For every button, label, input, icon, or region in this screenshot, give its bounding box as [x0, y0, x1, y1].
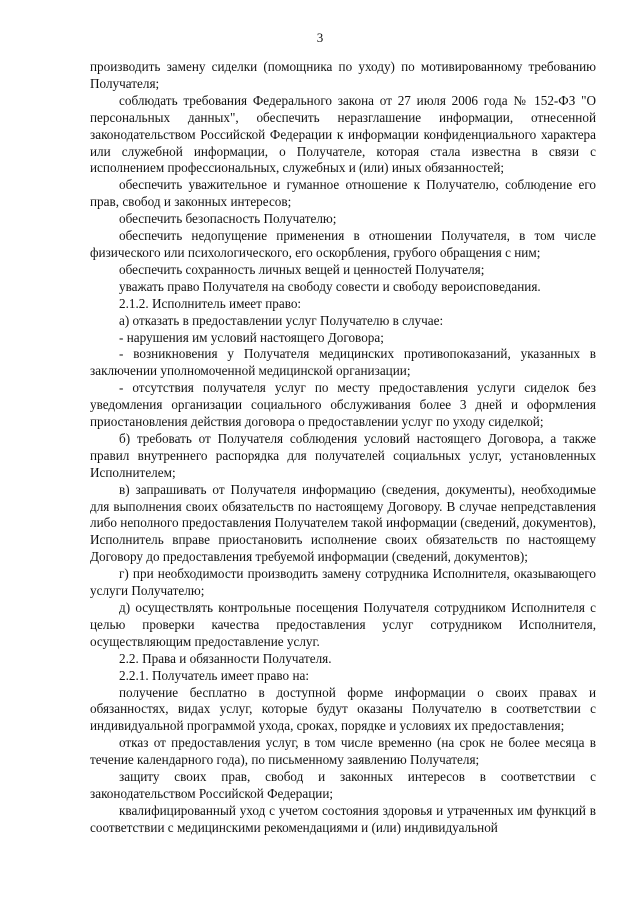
paragraph: уважать право Получателя на свободу совести и свободу вероисповедания.	[119, 278, 541, 294]
paragraph: б) требовать от Получателя соблюдения условий настоящего Договора, а также правил внутреннего распорядка для получателей социальных услуг, установленных Исполнителем;	[90, 430, 596, 480]
list-item: - отсутствия получателя услуг по месту предоставления услуги сиделок без уведомления организации социального обслуживания более 3 дней и оформления приостановления действия договора о предоставлении услуг по уходу сиделкой;	[90, 380, 596, 430]
paragraph: отказ от предоставления услуг, в том числе временно (на срок не более месяца в течение календарного года), по письменному заявлению Получателя;	[90, 735, 596, 768]
paragraph: получение бесплатно в доступной форме информации о своих правах и обязанностях, видах услуг, которые будут оказаны Получателю в соответствии с индивидуальной программой ухода, сроках, порядке и условиях их предоставления;	[90, 684, 596, 734]
paragraph: д) осуществлять контрольные посещения Получателя сотрудником Исполнителя с целью проверки качества предоставления услуг сотрудником Исполнителя, осуществляющим предоставление услуг.	[90, 600, 596, 649]
paragraph: квалифицированный уход с учетом состояния здоровья и утраченных им функций в соответствии с медицинскими рекомендациями и (или) индивидуальной	[90, 802, 596, 835]
section-heading: 2.2. Права и обязанности Получателя.	[119, 650, 332, 666]
paragraph: соблюдать требования Федерального закона от 27 июля 2006 года № 152-ФЗ "О персональных данных", обеспечить неразглашение информации, отнесенной законодательством Российской Федерации к информации конфиденциального характера или служебной информации, о Получателе, которая стала известна в связи с исполнением профессиональных, служебных и (или) иных обязанностей;	[90, 92, 596, 176]
section-heading: 2.2.1. Получатель имеет право на:	[119, 667, 310, 683]
paragraph: обеспечить недопущение применения в отношении Получателя, в том числе физического или психологического, его оскорбления, грубого обращения с ним;	[90, 228, 596, 260]
paragraph: защиту своих прав, свобод и законных интересов в соответствии с законодательством Российской Федерации;	[90, 769, 596, 801]
list-item: - нарушения им условий настоящего Договора;	[119, 329, 384, 345]
paragraph: г) при необходимости производить замену сотрудника Исполнителя, оказывающего услуги Получателю;	[90, 566, 596, 599]
list-item: - возникновения у Получателя медицинских противопоказаний, указанных в заключении уполномоченной медицинской организации;	[90, 346, 596, 379]
page-number: 3	[316, 30, 324, 45]
paragraph: обеспечить сохранность личных вещей и ценностей Получателя;	[119, 261, 485, 277]
section-heading: 2.1.2. Исполнитель имеет право:	[119, 295, 302, 311]
document-body	[90, 59, 596, 837]
paragraph: обеспечить уважительное и гуманное отношение к Получателю, соблюдение его прав, свобод и законных интересов;	[90, 177, 596, 210]
paragraph: обеспечить безопасность Получателю;	[119, 211, 337, 227]
paragraph: а) отказать в предоставлении услуг Получателю в случае:	[119, 312, 444, 328]
paragraph: производить замену сиделки (помощника по уходу) по мотивированному требованию Получателя;	[90, 59, 596, 91]
paragraph: в) запрашивать от Получателя информацию (сведения, документы), необходимые для выполнения своих обязательств по настоящему Договору. В случае непредставления либо неполного предоставления Получателем такой информации (сведений, документов), Исполнитель вправе приостановить исполнение своих обязательств по настоящему Договору до предоставления требуемой информации (сведений, документов);	[90, 481, 596, 565]
